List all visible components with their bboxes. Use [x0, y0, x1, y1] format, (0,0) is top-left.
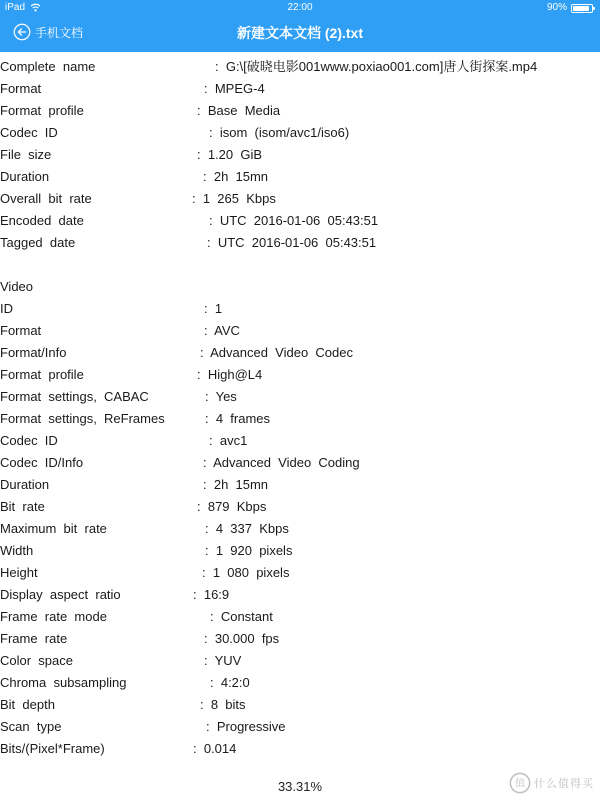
svg-text:值: 值	[514, 778, 526, 790]
field-value: : 2h 15mn	[203, 169, 269, 184]
field-value: : Base Media	[197, 103, 281, 118]
field-value: : UTC 2016-01-06 05:43:51	[209, 213, 379, 228]
field-value: : MPEG-4	[204, 81, 265, 96]
field-name: Duration	[0, 477, 50, 492]
field-name: Bits/(Pixel*Frame)	[0, 741, 105, 756]
field-value: : Yes	[205, 389, 237, 404]
battery-level-fill	[573, 6, 589, 11]
field-name: Scan type	[0, 719, 62, 734]
field-value: : Advanced Video Codec	[200, 345, 353, 360]
field-name: Format settings, ReFrames	[0, 411, 165, 426]
field-value: : AVC	[204, 323, 240, 338]
field-value: : YUV	[204, 653, 242, 668]
field-name: Format	[0, 81, 42, 96]
field-name: Frame rate mode	[0, 609, 107, 624]
field-name: Format settings, CABAC	[0, 389, 149, 404]
field-name: Chroma subsampling	[0, 675, 127, 690]
page-title: 新建文本文档 (2).txt	[237, 25, 363, 41]
field-name: Complete name	[0, 59, 96, 74]
field-name: Overall bit rate	[0, 191, 92, 206]
nav-bar	[0, 0, 600, 52]
smzdm-logo-icon	[509, 772, 531, 794]
field-name: Tagged date	[0, 235, 76, 250]
field-value: : 30.000 fps	[204, 631, 280, 646]
field-value: : avc1	[209, 433, 248, 448]
field-value: : Progressive	[206, 719, 286, 734]
field-name: Color space	[0, 653, 73, 668]
battery-nub	[593, 7, 595, 10]
field-name: Format profile	[0, 103, 84, 118]
field-name: Codec ID/Info	[0, 455, 84, 470]
section-heading: Video	[0, 279, 34, 294]
field-name: Height	[0, 565, 38, 580]
field-name: Display aspect ratio	[0, 587, 121, 602]
field-value: : Advanced Video Coding	[203, 455, 360, 470]
field-name: Bit depth	[0, 697, 55, 712]
field-name: Format	[0, 323, 42, 338]
field-name: Format profile	[0, 367, 84, 382]
field-value: : 0.014	[193, 741, 237, 756]
field-value: : G:\[破晓电影001www.poxiao001.com]唐人街探案.mp4	[215, 59, 538, 74]
field-value: : 4:2:0	[210, 675, 250, 690]
field-name: Maximum bit rate	[0, 521, 107, 536]
field-name: Duration	[0, 169, 50, 184]
field-name: File size	[0, 147, 52, 162]
field-name: Codec ID	[0, 125, 58, 140]
field-name: Encoded date	[0, 213, 84, 228]
field-value: : High@L4	[197, 367, 263, 382]
field-value: : 1 265 Kbps	[192, 191, 276, 206]
field-value: : 4 frames	[205, 411, 271, 426]
field-value: : 1 080 pixels	[202, 565, 290, 580]
field-name: Codec ID	[0, 433, 58, 448]
field-value: : UTC 2016-01-06 05:43:51	[207, 235, 377, 250]
watermark-text: 什么值得买	[534, 778, 594, 790]
watermark	[509, 772, 594, 794]
field-name: Bit rate	[0, 499, 45, 514]
field-value: : 879 Kbps	[197, 499, 267, 514]
field-name: Frame rate	[0, 631, 68, 646]
field-value: : 4 337 Kbps	[205, 521, 289, 536]
field-value: : 1.20 GiB	[197, 147, 263, 162]
field-value: : 16:9	[193, 587, 230, 602]
field-value: : isom (isom/avc1/iso6)	[209, 125, 350, 140]
field-value: : 8 bits	[200, 697, 246, 712]
battery-percent: 90%	[546, 2, 567, 13]
battery-icon	[571, 4, 593, 13]
field-value: : 1 920 pixels	[205, 543, 293, 558]
status-time: 22:00	[287, 2, 313, 13]
back-button-label: 手机文档	[35, 25, 84, 40]
field-name: Format/Info	[0, 345, 67, 360]
field-name: ID	[0, 301, 13, 316]
field-value: : 2h 15mn	[203, 477, 269, 492]
reading-progress: 33.31%	[277, 779, 323, 794]
file-text-content	[0, 56, 600, 768]
field-value: : 1	[204, 301, 223, 316]
field-name: Width	[0, 543, 34, 558]
status-device-name: iPad	[5, 2, 26, 13]
field-value: : Constant	[210, 609, 273, 624]
status-battery	[547, 2, 593, 14]
